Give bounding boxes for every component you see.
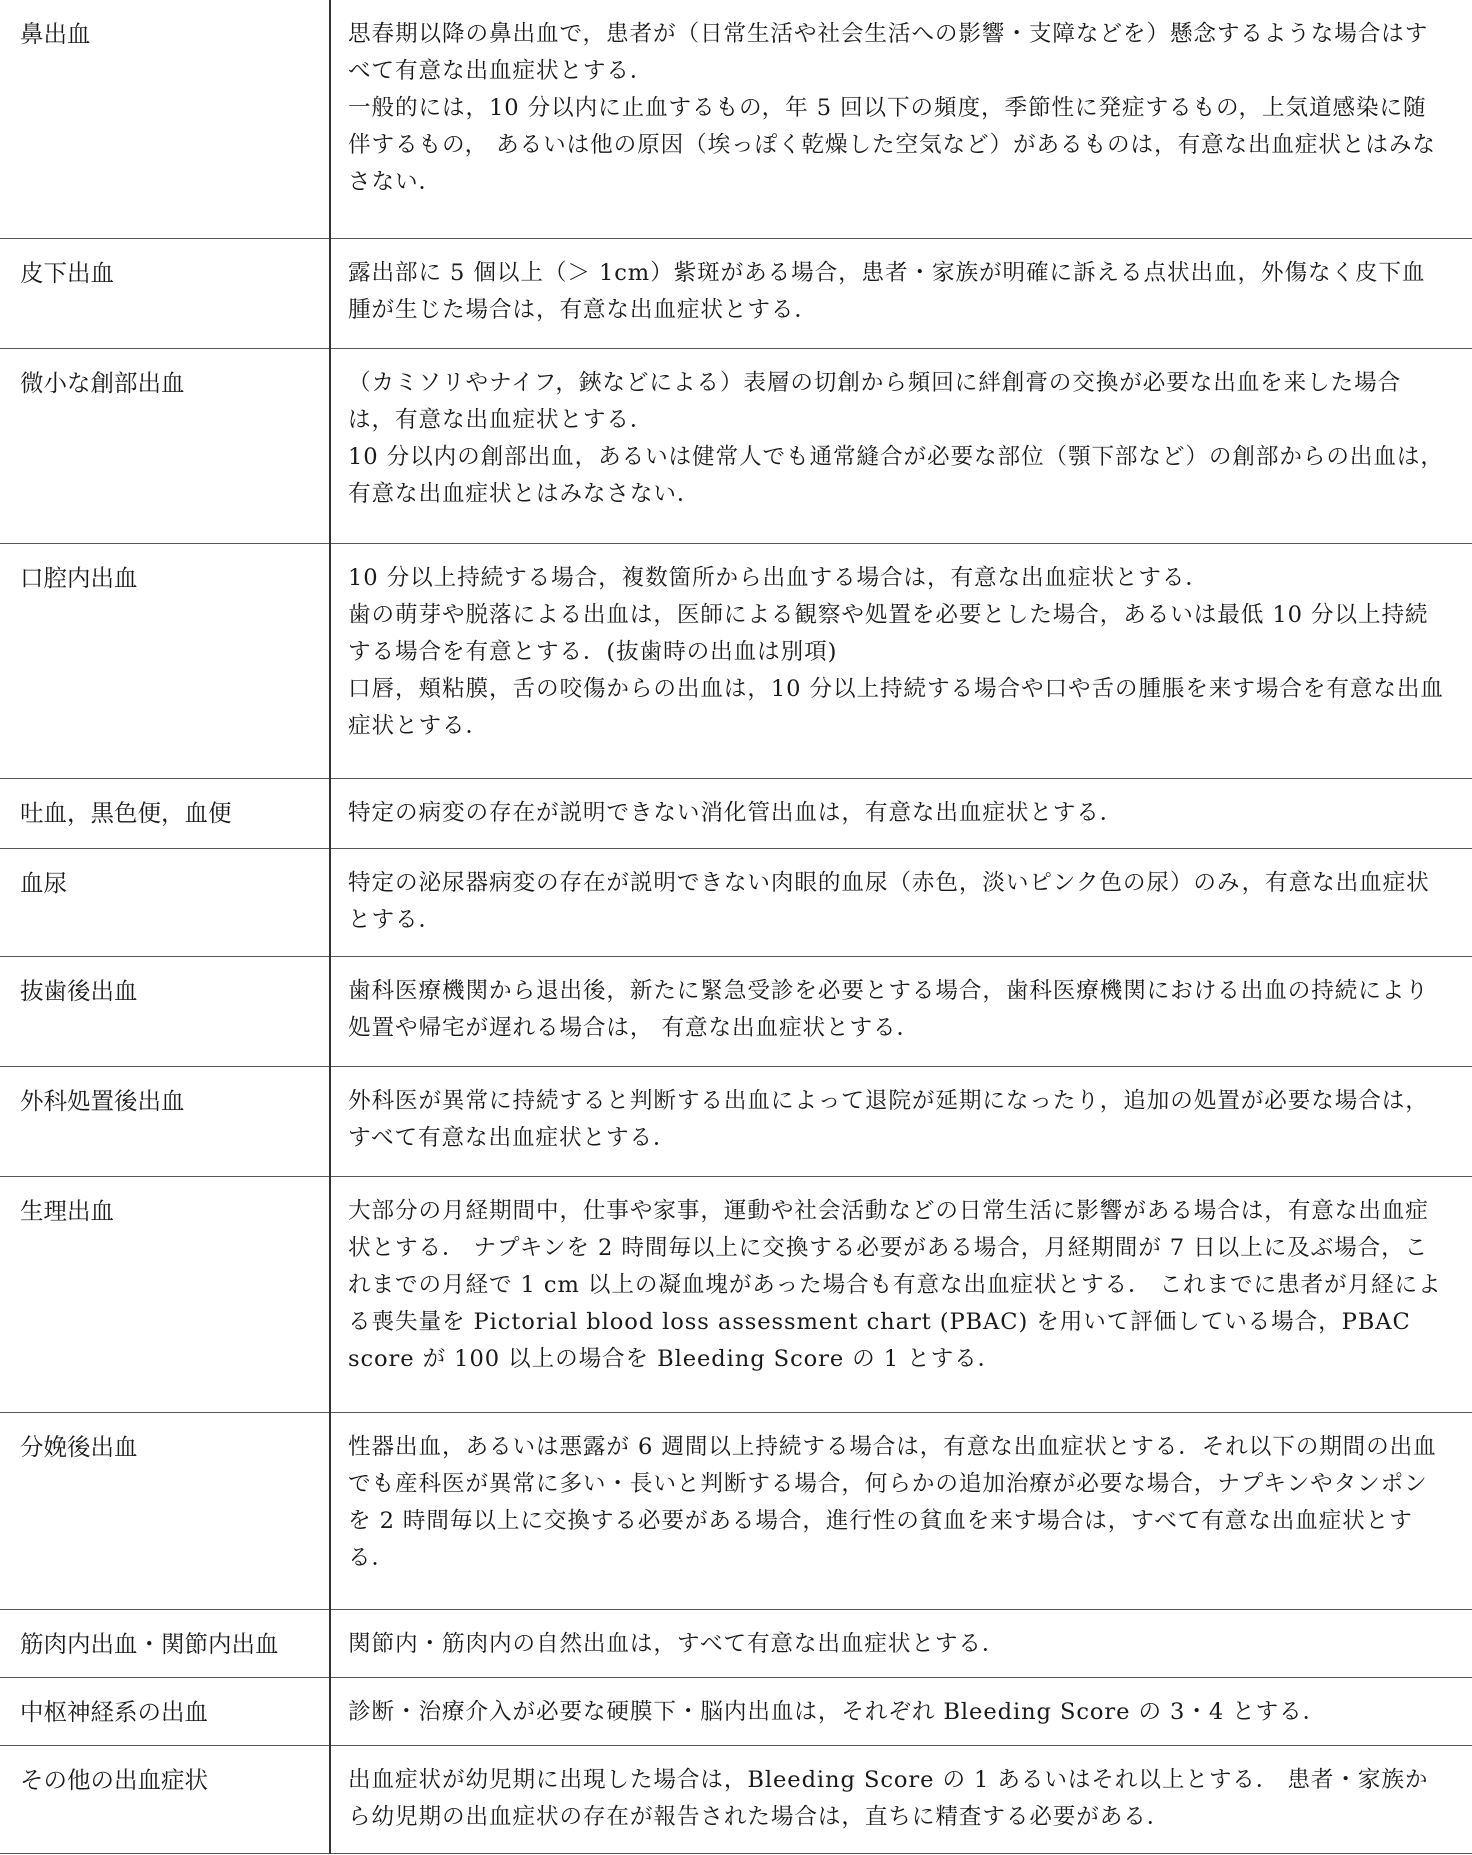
description-paragraph: 特定の泌尿器病変の存在が説明できない肉眼的血尿（赤色，淡いピンク色の尿）のみ，有意な出血症状とする．	[348, 869, 1430, 933]
description-paragraph: 10 分以上持続する場合，複数箇所から出血する場合は，有意な出血症状とする．	[348, 564, 1209, 591]
description-paragraph: 外科医が異常に持続すると判断する出血によって退院が延期になったり，追加の処置が必要な場合は，すべて有意な出血症状とする．	[348, 1087, 1429, 1151]
category-cell: 筋肉内出血・関節内出血	[0, 1609, 330, 1677]
category-cell: 外科処置後出血	[0, 1066, 330, 1176]
description-paragraph: 口唇，頬粘膜，舌の咬傷からの出血は，10 分以上持続する場合や口や舌の腫脹を来す場合を有意な出血症状とする．	[348, 675, 1444, 739]
description-paragraph: 歯の萌芽や脱落による出血は，医師による観察や処置を必要とした場合，あるいは最低 10 分以上持続する場合を有意とする．(抜歯時の出血は別項)	[348, 601, 1429, 665]
category-cell: その他の出血症状	[0, 1745, 330, 1853]
table-row	[0, 348, 1472, 543]
description-cell	[330, 1066, 1472, 1176]
description-cell	[330, 348, 1472, 543]
table-row	[0, 1745, 1472, 1853]
description-paragraph: 大部分の月経期間中，仕事や家事，運動や社会活動などの日常生活に影響がある場合は，有意な出血症状とする． ナプキンを 2 時間毎以上に交換する必要がある場合，月経期間が 7 日以上に及ぶ場合，これまでの月経で 1 cm 以上の凝血塊があった場合も有意な出血症状とする． これまでに患者が月経による喪失量を Pictorial blood loss assessment chart (PBAC) を用いて評価している場合，PBAC score が 100 以上の場合を Bleeding Score の 1 とする．	[348, 1197, 1442, 1372]
description-cell	[330, 0, 1472, 238]
description-paragraph: 歯科医療機関から退出後，新たに緊急受診を必要とする場合，歯科医療機関における出血の持続により処置や帰宅が遅れる場合は， 有意な出血症状とする．	[348, 977, 1429, 1041]
category-cell: 吐血，黒色便，血便	[0, 778, 330, 848]
description-cell	[330, 848, 1472, 956]
description-paragraph: 診断・治療介入が必要な硬膜下・脳内出血は，それぞれ Bleeding Score の 3・4 とする．	[348, 1698, 1327, 1725]
description-paragraph: 一般的には，10 分以内に止血するもの，年 5 回以下の頻度，季節性に発症するもの，上気道感染に随伴するもの， あるいは他の原因（埃っぽく乾燥した空気など）があるものは，有意な出血症状とはみなさない．	[348, 95, 1436, 195]
category-cell: 血尿	[0, 848, 330, 956]
description-cell	[330, 543, 1472, 778]
description-cell	[330, 1745, 1472, 1853]
category-cell: 抜歯後出血	[0, 956, 330, 1066]
description-cell	[330, 778, 1472, 848]
description-paragraph: 10 分以内の創部出血，あるいは健常人でも通常縫合が必要な部位（顎下部など）の創部からの出血は，有意な出血症状とはみなさない．	[348, 443, 1444, 507]
description-paragraph: （カミソリやナイフ，鋏などによる）表層の切創から頻回に絆創膏の交換が必要な出血を来した場合は，有意な出血症状とする．	[348, 369, 1402, 433]
table-row	[0, 1176, 1472, 1412]
description-cell	[330, 1176, 1472, 1412]
table-row	[0, 543, 1472, 778]
description-paragraph: 思春期以降の鼻出血で，患者が（日常生活や社会生活への影響・支障などを）懸念するような場合はすべて有意な出血症状とする．	[348, 21, 1429, 84]
table-row	[0, 848, 1472, 956]
table-row	[0, 1412, 1472, 1609]
table-row	[0, 778, 1472, 848]
description-cell	[330, 1677, 1472, 1745]
description-paragraph: 関節内・筋肉内の自然出血は，すべて有意な出血症状とする．	[348, 1630, 1006, 1657]
description-cell	[330, 1609, 1472, 1677]
table-row	[0, 956, 1472, 1066]
category-cell: 中枢神経系の出血	[0, 1677, 330, 1745]
description-paragraph: 性器出血，あるいは悪露が 6 週間以上持続する場合は，有意な出血症状とする．それ以下の期間の出血でも産科医が異常に多い・長いと判断する場合，何らかの追加治療が必要な場合，ナプキンやタンポンを 2 時間毎以上に交換する必要がある場合，進行性の貧血を来す場合は，すべて有意な出血症状とする．	[348, 1433, 1437, 1571]
description-cell	[330, 238, 1472, 348]
table-row	[0, 1066, 1472, 1176]
description-paragraph: 特定の病変の存在が説明できない消化管出血は，有意な出血症状とする．	[348, 799, 1124, 826]
category-cell: 口腔内出血	[0, 543, 330, 778]
description-cell	[330, 956, 1472, 1066]
table-row	[0, 1609, 1472, 1677]
table-row	[0, 238, 1472, 348]
category-cell: 生理出血	[0, 1176, 330, 1412]
table-row	[0, 1677, 1472, 1745]
description-paragraph: 露出部に 5 個以上（＞ 1cm）紫斑がある場合，患者・家族が明確に訴える点状出血，外傷なく皮下血腫が生じた場合は，有意な出血症状とする．	[348, 259, 1426, 323]
table-row	[0, 0, 1472, 238]
description-cell	[330, 1412, 1472, 1609]
category-cell: 分娩後出血	[0, 1412, 330, 1609]
category-cell: 微小な創部出血	[0, 348, 330, 543]
description-paragraph: 出血症状が幼児期に出現した場合は，Bleeding Score の 1 あるいはそれ以上とする． 患者・家族から幼児期の出血症状の存在が報告された場合は，直ちに精査する必要がある．	[348, 1766, 1429, 1830]
category-cell: 鼻出血	[0, 0, 330, 238]
category-cell: 皮下出血	[0, 238, 330, 348]
